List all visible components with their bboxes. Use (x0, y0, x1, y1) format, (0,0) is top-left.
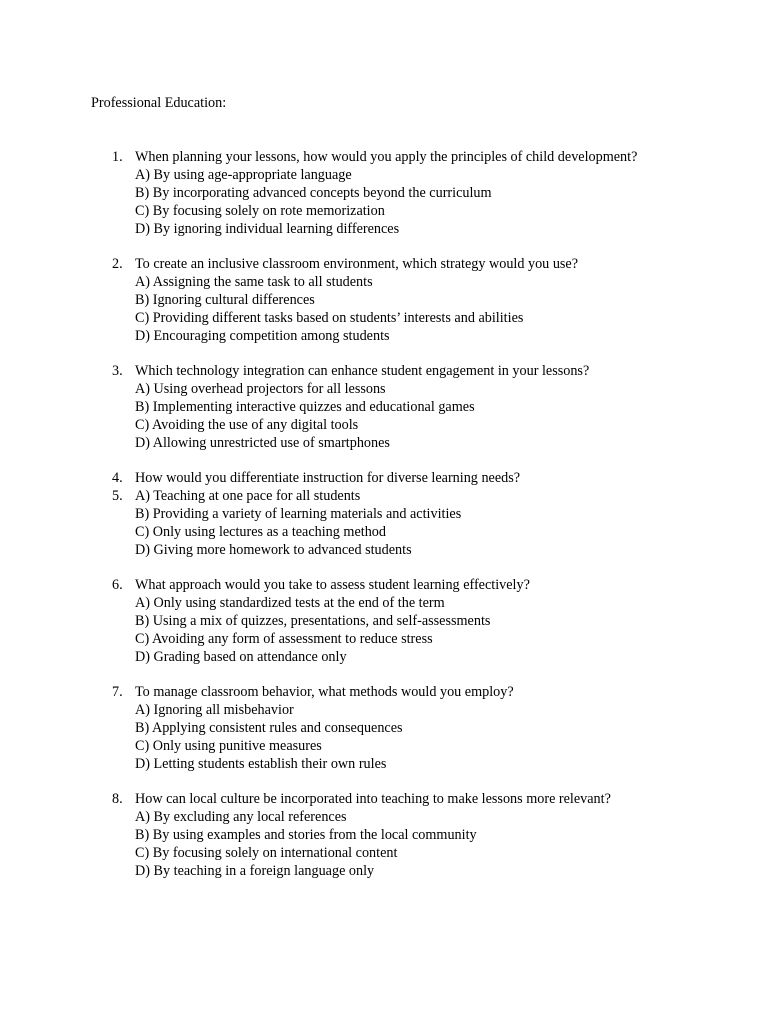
question-number: 1. (112, 149, 123, 165)
option-line (0, 701, 768, 719)
question-text: When planning your lessons, how would you apply the principles of child development? (135, 149, 638, 165)
option-c: C) Providing different tasks based on students’ interests and abilities (135, 310, 524, 326)
option-line (0, 862, 768, 880)
question-2 (0, 255, 768, 345)
option-line (0, 487, 768, 505)
option-line (0, 505, 768, 523)
option-a: A) Using overhead projectors for all lessons (135, 381, 386, 397)
question-7 (0, 683, 768, 773)
option-line (0, 202, 768, 220)
option-line (0, 719, 768, 737)
option-c: C) Only using lectures as a teaching method (135, 524, 386, 540)
option-b: B) By incorporating advanced concepts beyond the curriculum (135, 185, 492, 201)
question-text: How can local culture be incorporated into teaching to make lessons more relevant? (135, 791, 611, 807)
option-line (0, 184, 768, 202)
option-line (0, 166, 768, 184)
option-c: C) Avoiding the use of any digital tools (135, 417, 359, 433)
option-line (0, 844, 768, 862)
option-line (0, 327, 768, 345)
option-line (0, 291, 768, 309)
option-d: D) Grading based on attendance only (135, 649, 347, 665)
question-line (0, 790, 768, 808)
question-line (0, 362, 768, 380)
option-line (0, 309, 768, 327)
question-line (0, 255, 768, 273)
question-line (0, 683, 768, 701)
option-d: D) Encouraging competition among students (135, 328, 390, 344)
option-line (0, 630, 768, 648)
question-number: 7. (112, 684, 123, 700)
option-line (0, 220, 768, 238)
option-c: C) By focusing solely on international content (135, 845, 398, 861)
option-line (0, 273, 768, 291)
question-number: 2. (112, 256, 123, 272)
option-line (0, 612, 768, 630)
option-c: C) Avoiding any form of assessment to reduce stress (135, 631, 433, 647)
option-b: B) Ignoring cultural differences (135, 292, 315, 308)
option-line (0, 434, 768, 452)
document-heading: Professional Education: (91, 95, 227, 111)
question-6 (0, 576, 768, 666)
question-line (0, 576, 768, 594)
option-d: D) Giving more homework to advanced students (135, 542, 412, 558)
option-a: A) By excluding any local references (135, 809, 347, 825)
option-a: A) By using age-appropriate language (135, 167, 352, 183)
option-line (0, 398, 768, 416)
option-line (0, 648, 768, 666)
option-a: A) Only using standardized tests at the end of the term (135, 595, 445, 611)
option-line (0, 380, 768, 398)
question-8 (0, 790, 768, 880)
option-c: C) Only using punitive measures (135, 738, 322, 754)
question-line (0, 148, 768, 166)
option-b: B) Implementing interactive quizzes and educational games (135, 399, 475, 415)
option-line (0, 808, 768, 826)
option-line (0, 826, 768, 844)
option-d: D) By teaching in a foreign language only (135, 863, 375, 879)
option-line (0, 755, 768, 773)
option-b: B) By using examples and stories from the local community (135, 827, 477, 843)
question-4 (0, 469, 768, 559)
question-text: What approach would you take to assess student learning effectively? (135, 577, 530, 593)
option-d: D) Allowing unrestricted use of smartphones (135, 435, 390, 451)
option-line (0, 737, 768, 755)
option-a: A) Teaching at one pace for all students (135, 488, 361, 504)
option-d: D) Letting students establish their own rules (135, 756, 387, 772)
question-text: To create an inclusive classroom environment, which strategy would you use? (135, 256, 579, 272)
option-b: B) Providing a variety of learning materials and activities (135, 506, 462, 522)
question-number: 6. (112, 577, 123, 593)
option-line (0, 594, 768, 612)
option-a: A) Ignoring all misbehavior (135, 702, 294, 718)
option-line (0, 416, 768, 434)
option-b: B) Using a mix of quizzes, presentations, and self-assessments (135, 613, 491, 629)
question-number: 8. (112, 791, 123, 807)
option-line (0, 523, 768, 541)
question-text: To manage classroom behavior, what methods would you employ? (135, 684, 514, 700)
option-b: B) Applying consistent rules and consequences (135, 720, 403, 736)
question-number: 5. (112, 488, 123, 504)
question-line (0, 469, 768, 487)
option-line (0, 541, 768, 559)
option-c: C) By focusing solely on rote memorization (135, 203, 385, 219)
question-3 (0, 362, 768, 452)
option-a: A) Assigning the same task to all students (135, 274, 373, 290)
option-d: D) By ignoring individual learning differences (135, 221, 400, 237)
question-number: 3. (112, 363, 123, 379)
question-text: How would you differentiate instruction for diverse learning needs? (135, 470, 521, 486)
question-text: Which technology integration can enhance student engagement in your lessons? (135, 363, 590, 379)
question-1 (0, 148, 768, 238)
question-number: 4. (112, 470, 123, 486)
